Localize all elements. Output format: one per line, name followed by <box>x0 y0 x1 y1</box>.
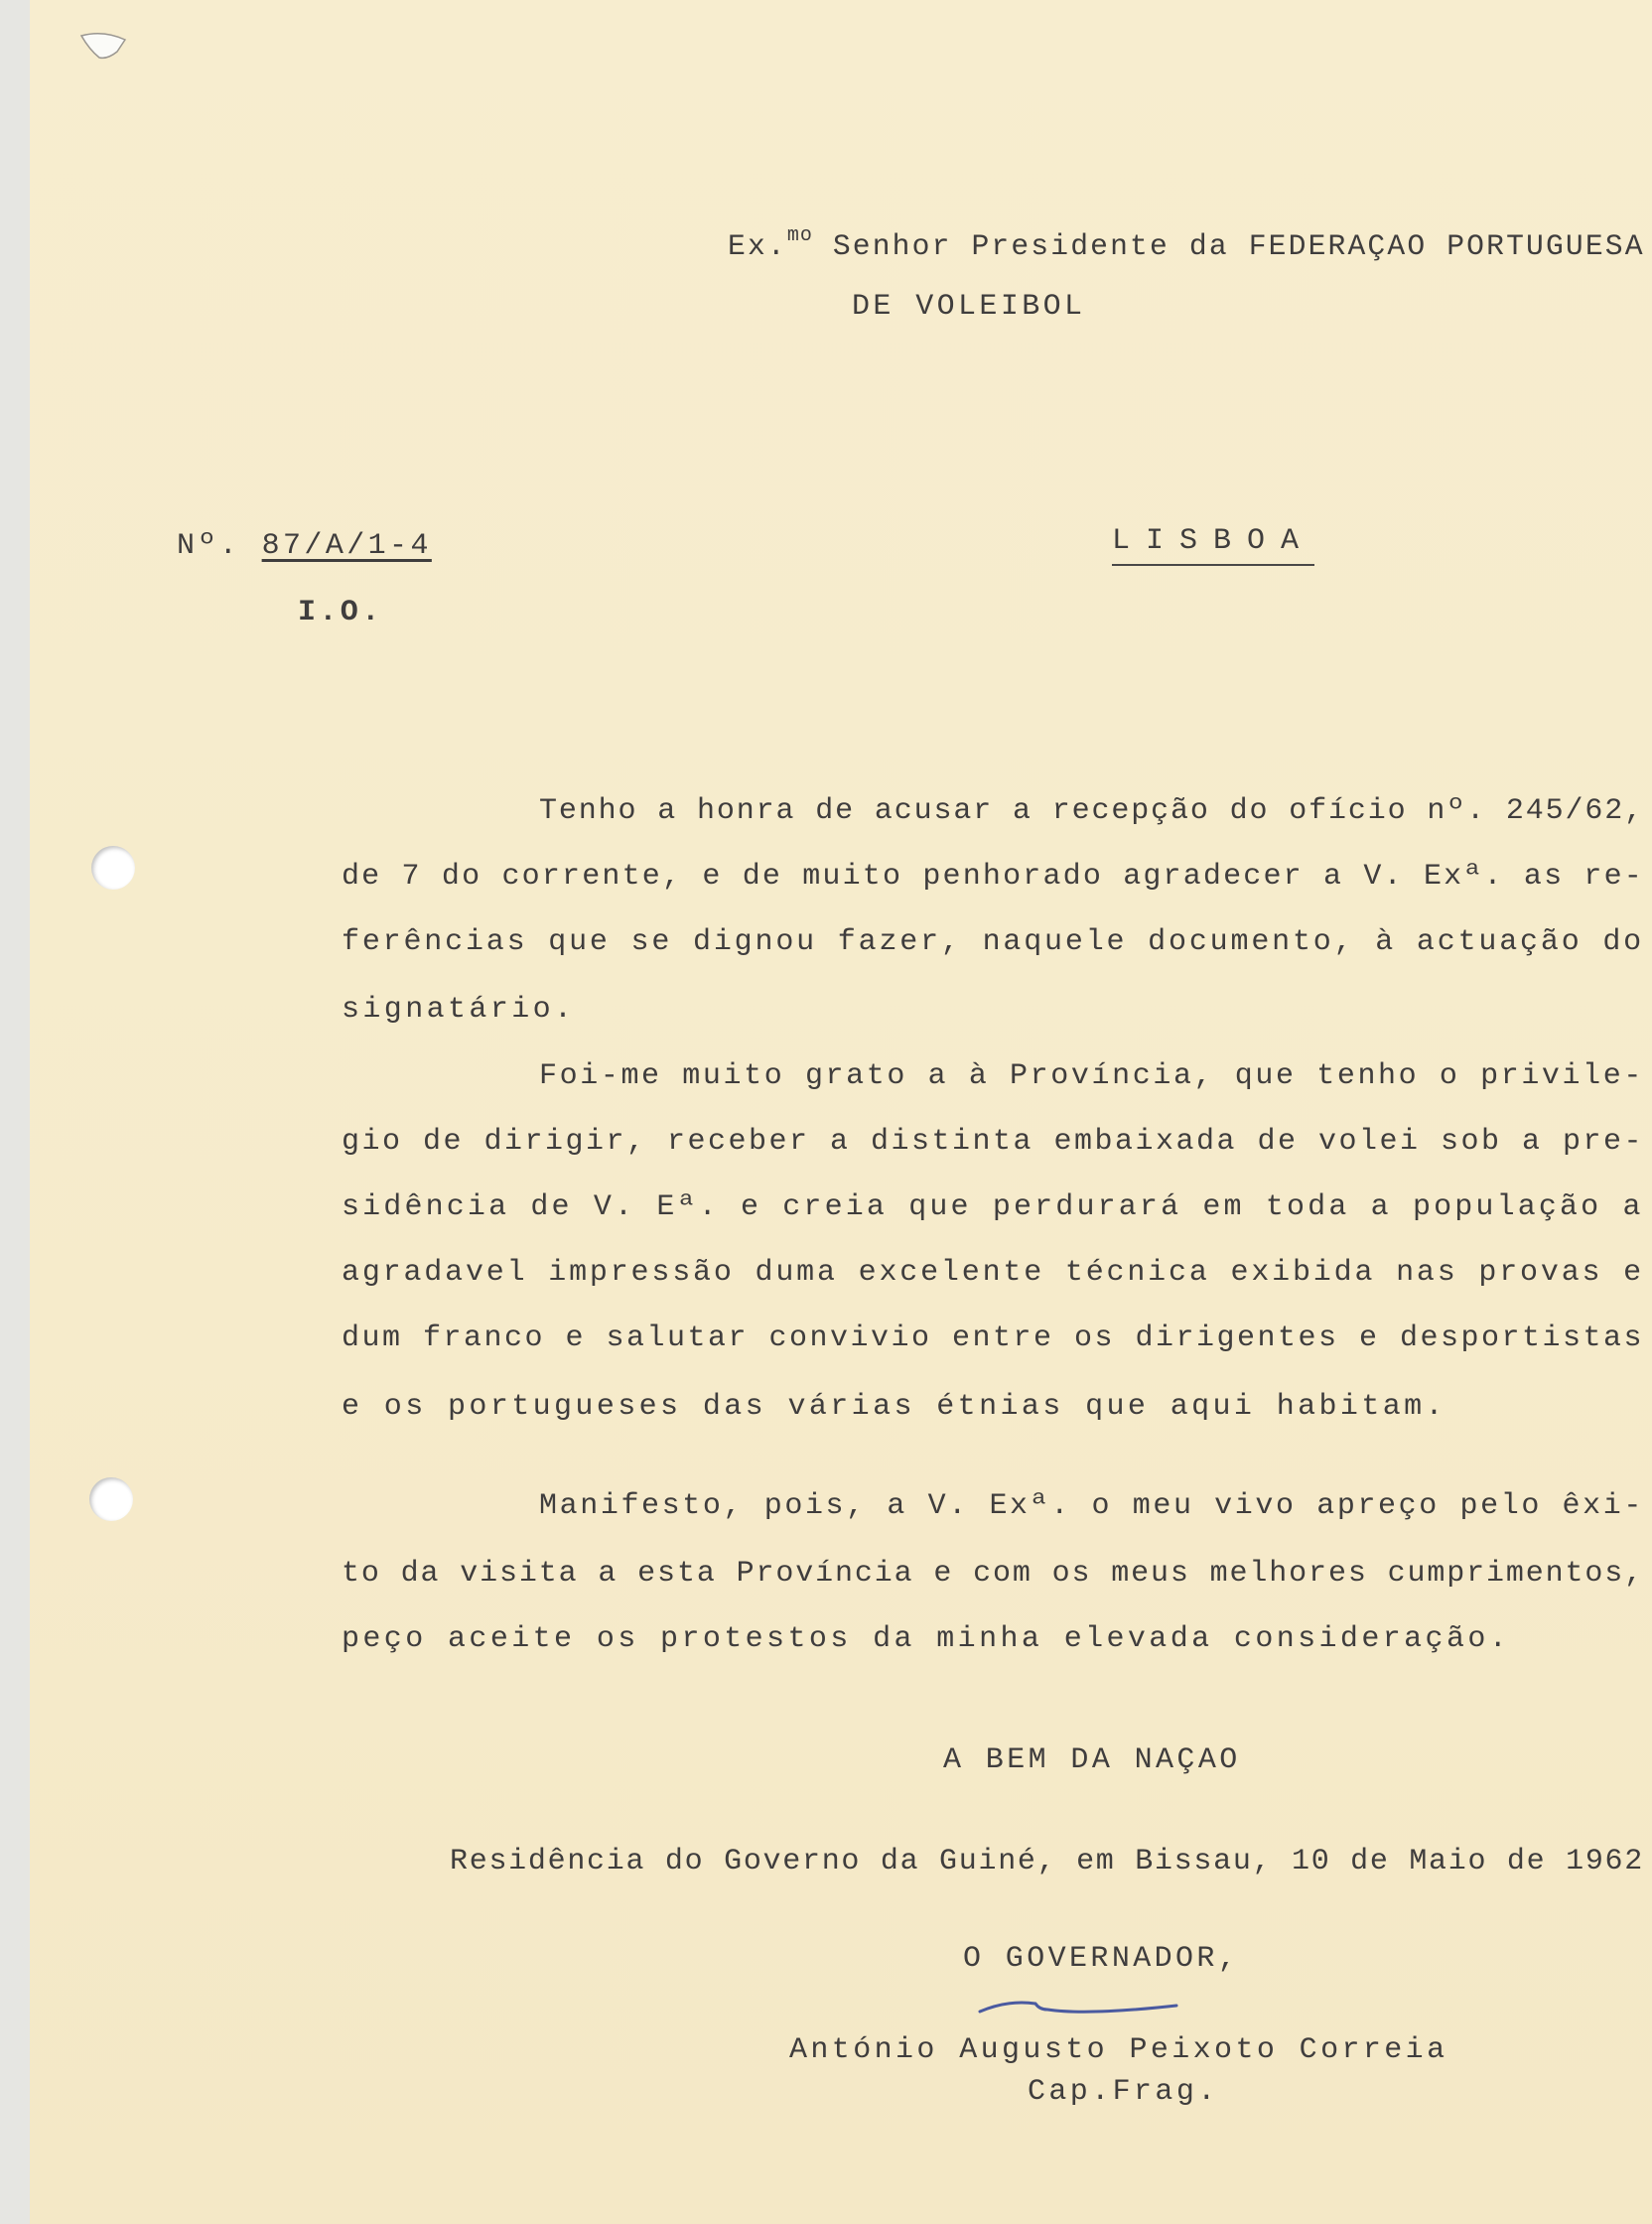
letter-page <box>30 0 1652 2224</box>
signatory-name: António Augusto Peixoto Correia <box>789 2033 1448 2067</box>
body-line: Foi-me muito grato a à Província, que tenho o privile- <box>539 1059 1644 1093</box>
reference-line <box>177 529 432 563</box>
recipient-line-2: DE VOLEIBOL <box>852 290 1086 324</box>
body-line: Manifesto, pois, a V. Exª. o meu vivo apreço pelo êxi- <box>539 1489 1644 1523</box>
reference-label: Nº. <box>177 529 262 563</box>
body-line: gio de dirigir, receber a distinta embaixada de volei sob a pre- <box>342 1125 1644 1159</box>
torn-corner-mark <box>77 30 131 66</box>
body-line: de 7 do corrente, e de muito penhorado agradecer a V. Exª. as re- <box>342 860 1644 894</box>
signatory-title: O GOVERNADOR, <box>963 1942 1240 1976</box>
salutation-superscript: mo <box>786 224 813 247</box>
handwritten-signature <box>978 1986 1186 2025</box>
reference-number: 87/A/1-4 <box>261 529 432 563</box>
body-line: signatário. <box>342 993 576 1027</box>
salutation: Ex. <box>728 229 787 263</box>
place-date: Residência do Governo da Guiné, em Bissau, 10 de Maio de 1962 <box>450 1845 1644 1878</box>
reference-sub: I.O. <box>298 596 383 629</box>
body-line: ferências que se dignou fazer, naquele documento, à actuação do <box>342 925 1644 959</box>
closing-formula: A BEM DA NAÇAO <box>943 1743 1241 1777</box>
city-heading: LISBOA <box>1112 524 1314 566</box>
body-line: peço aceite os protestos da minha elevada consideração. <box>342 1622 1511 1656</box>
punch-hole <box>89 1477 133 1521</box>
body-line: e os portugueses das várias étnias que aqui habitam. <box>342 1390 1446 1424</box>
body-line: agradavel impressão duma excelente técnica exibida nas provas e <box>342 1256 1644 1290</box>
body-line: dum franco e salutar convivio entre os dirigentes e desportistas <box>342 1321 1644 1355</box>
body-line: to da visita a esta Província e com os meus melhores cumprimentos, <box>342 1557 1644 1591</box>
recipient-line-1 <box>728 224 1645 263</box>
body-line: Tenho a honra de acusar a recepção do ofício nº. 245/62, <box>539 794 1644 828</box>
body-line: sidência de V. Eª. e creia que perdurará em toda a população a <box>342 1190 1644 1224</box>
recipient-title: Senhor Presidente da FEDERAÇAO PORTUGUESA <box>832 229 1645 263</box>
punch-hole <box>91 846 135 890</box>
scan-edge <box>0 0 30 2224</box>
signatory-rank: Cap.Frag. <box>1028 2075 1219 2109</box>
